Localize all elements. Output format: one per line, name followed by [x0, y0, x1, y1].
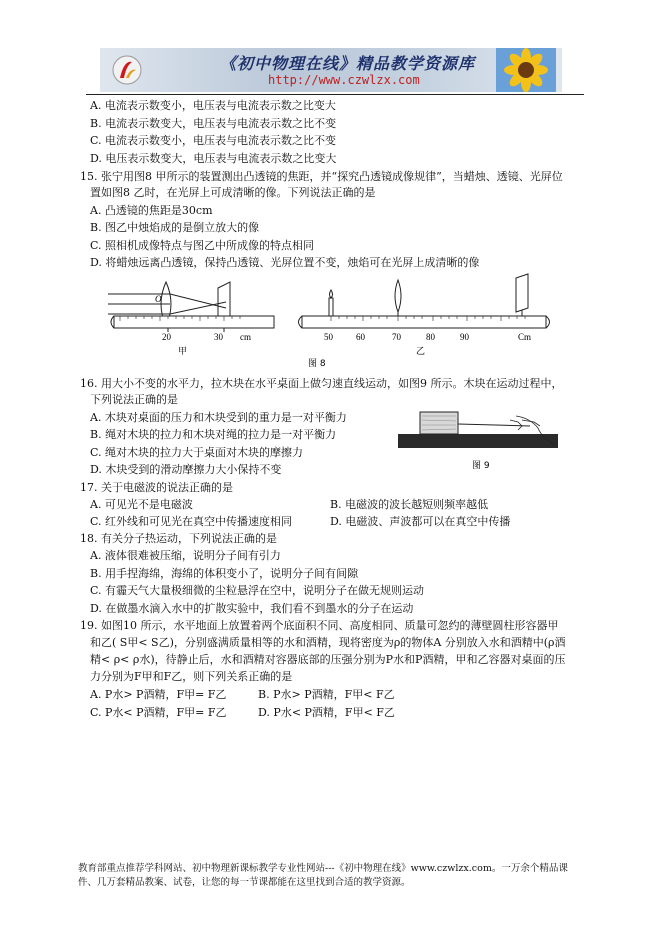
header-title: 《初中物理在线》精品教学资源库 [220, 54, 476, 73]
text-line-q14d: D. 电压表示数变大，电压表与电流表示数之比变大 [90, 152, 337, 165]
figure-9 [398, 404, 578, 474]
tick-label-yi-80: 80 [426, 332, 435, 342]
text-line-q18d: D. 在做墨水滴入水中的扩散实验中，我们看不到墨水的分子在运动 [90, 602, 414, 615]
text-line-q16_2: 下列说法正确的是 [90, 393, 178, 406]
text-line-q19d: D. P水< P酒精，F甲< F乙 [258, 706, 395, 719]
text-line-q16b: B. 绳对木块的拉力和木块对绳的拉力是一对平衡力 [90, 428, 337, 441]
text-line-q18_1: 18. 有关分子热运动，下列说法正确的是 [80, 532, 277, 545]
text-line-q14b: B. 电流表示数变大，电压表与电流表示数之比不变 [90, 117, 337, 130]
text-line-q17a: A. 可见光不是电磁波 [90, 498, 193, 511]
figure-8 [100, 272, 560, 368]
text-line-q17c: C. 红外线和可见光在真空中传播速度相同 [90, 515, 293, 528]
figure-8-label-yi: 乙 [416, 347, 426, 357]
text-line-q19b: B. P水> P酒精，F甲< F乙 [258, 688, 395, 701]
lens-letter: O [155, 294, 162, 304]
text-line-q19_3: 精< ρ< ρ水)，待静止后，水和酒精对容器底部的压强分别为P水和P酒精，甲和乙容器对桌面的压 [90, 653, 566, 666]
figure-8-jia [108, 282, 274, 357]
tick-label-yi-50: 50 [324, 332, 333, 342]
footer-line-2: 件、几万套精品教案、试卷，让您的每一节课都能在这里找到合适的教学资源。 [78, 877, 411, 888]
tick-label-jia-20: 20 [162, 332, 171, 342]
text-line-q16d: D. 木块受到的滑动摩擦力大小保持不变 [90, 463, 282, 476]
text-line-q19_1: 19. 如图10 所示，水平地面上放置着两个底面积不同、高度相同、质量可忽约的薄壁圆柱形容器甲 [80, 619, 559, 632]
text-line-q17d: D. 电磁波、声波都可以在真空中传播 [330, 515, 511, 528]
text-line-q16c: C. 绳对木块的拉力大于桌面对木块的摩擦力 [90, 446, 304, 459]
text-line-q15_2: 置如图8 乙时，在光屏上可成清晰的像。下列说法正确的是 [90, 186, 376, 199]
figure-8-caption: 图 8 [308, 359, 326, 368]
figure-8-label-jia: 甲 [178, 347, 188, 357]
text-line-q17_1: 17. 关于电磁波的说法正确的是 [80, 481, 233, 494]
footer-line-1: 教育部重点推荐学科网站、初中物理新课标教学专业性网站---《初中物理在线》www.czwlzx.com。一万余个精品课 [78, 863, 568, 874]
figure-9-caption: 图 9 [472, 461, 490, 471]
tick-label-yi-60: 60 [356, 332, 365, 342]
header-url[interactable]: http://www.czwlzx.com [268, 73, 420, 87]
text-line-q19a: A. P水> P酒精，F甲= F乙 [90, 688, 227, 701]
text-line-q17b: B. 电磁波的波长越短则频率越低 [330, 498, 489, 511]
header-rule [86, 94, 584, 95]
text-line-q19_4: 力分别为F甲和F乙，则下列关系正确的是 [90, 670, 293, 683]
tick-label-yi-cm: Cm [518, 332, 532, 342]
text-line-q15_1: 15. 张宁用图8 甲所示的装置测出凸透镜的焦距，并“探究凸透镜成像规律”，当蜡烛、透镜、光屏位 [80, 170, 563, 183]
tick-label-jia-cm: cm [240, 332, 251, 342]
header-banner [100, 48, 562, 92]
tick-label-yi-90: 90 [460, 332, 469, 342]
figure-8-yi [299, 274, 550, 357]
text-line-q15d: D. 将蜡烛远离凸透镜，保持凸透镜、光屏位置不变，烛焰可在光屏上成清晰的像 [90, 256, 480, 269]
text-line-q14a: A. 电流表示数变小，电压表与电流表示数之比变大 [90, 99, 336, 112]
text-line-q15a: A. 凸透镜的焦距是30cm [90, 204, 213, 217]
text-line-q16_1: 16. 用大小不变的水平力，拉木块在水平桌面上做匀速直线运动，如图9 所示。木块在运动过程中， [80, 377, 563, 390]
text-line-q18c: C. 有霾天气大量极细微的尘粒悬浮在空中，说明分子在做无规则运动 [90, 584, 425, 597]
text-line-q15c: C. 照相机成像特点与图乙中所成像的特点相同 [90, 239, 315, 252]
sunflower-icon [496, 48, 556, 92]
text-line-q19_2: 和乙( S甲< S乙)，分别盛满质量相等的水和酒精，现将密度为ρ的物体A 分别放入水和酒精中(ρ酒 [90, 636, 566, 649]
text-line-q19c: C. P水< P酒精，F甲= F乙 [90, 706, 227, 719]
site-logo-icon [110, 54, 144, 86]
text-line-q18b: B. 用手捏海绵，海绵的体积变小了，说明分子间有间隙 [90, 567, 359, 580]
tick-label-yi-70: 70 [392, 332, 401, 342]
text-line-q15b: B. 图乙中烛焰成的是倒立放大的像 [90, 221, 260, 234]
text-line-q14c: C. 电流表示数变小，电压表与电流表示数之比不变 [90, 134, 337, 147]
text-line-q16a: A. 木块对桌面的压力和木块受到的重力是一对平衡力 [90, 411, 347, 424]
tick-label-jia-30: 30 [214, 332, 223, 342]
text-line-q18a: A. 液体很难被压缩，说明分子间有引力 [90, 549, 281, 562]
